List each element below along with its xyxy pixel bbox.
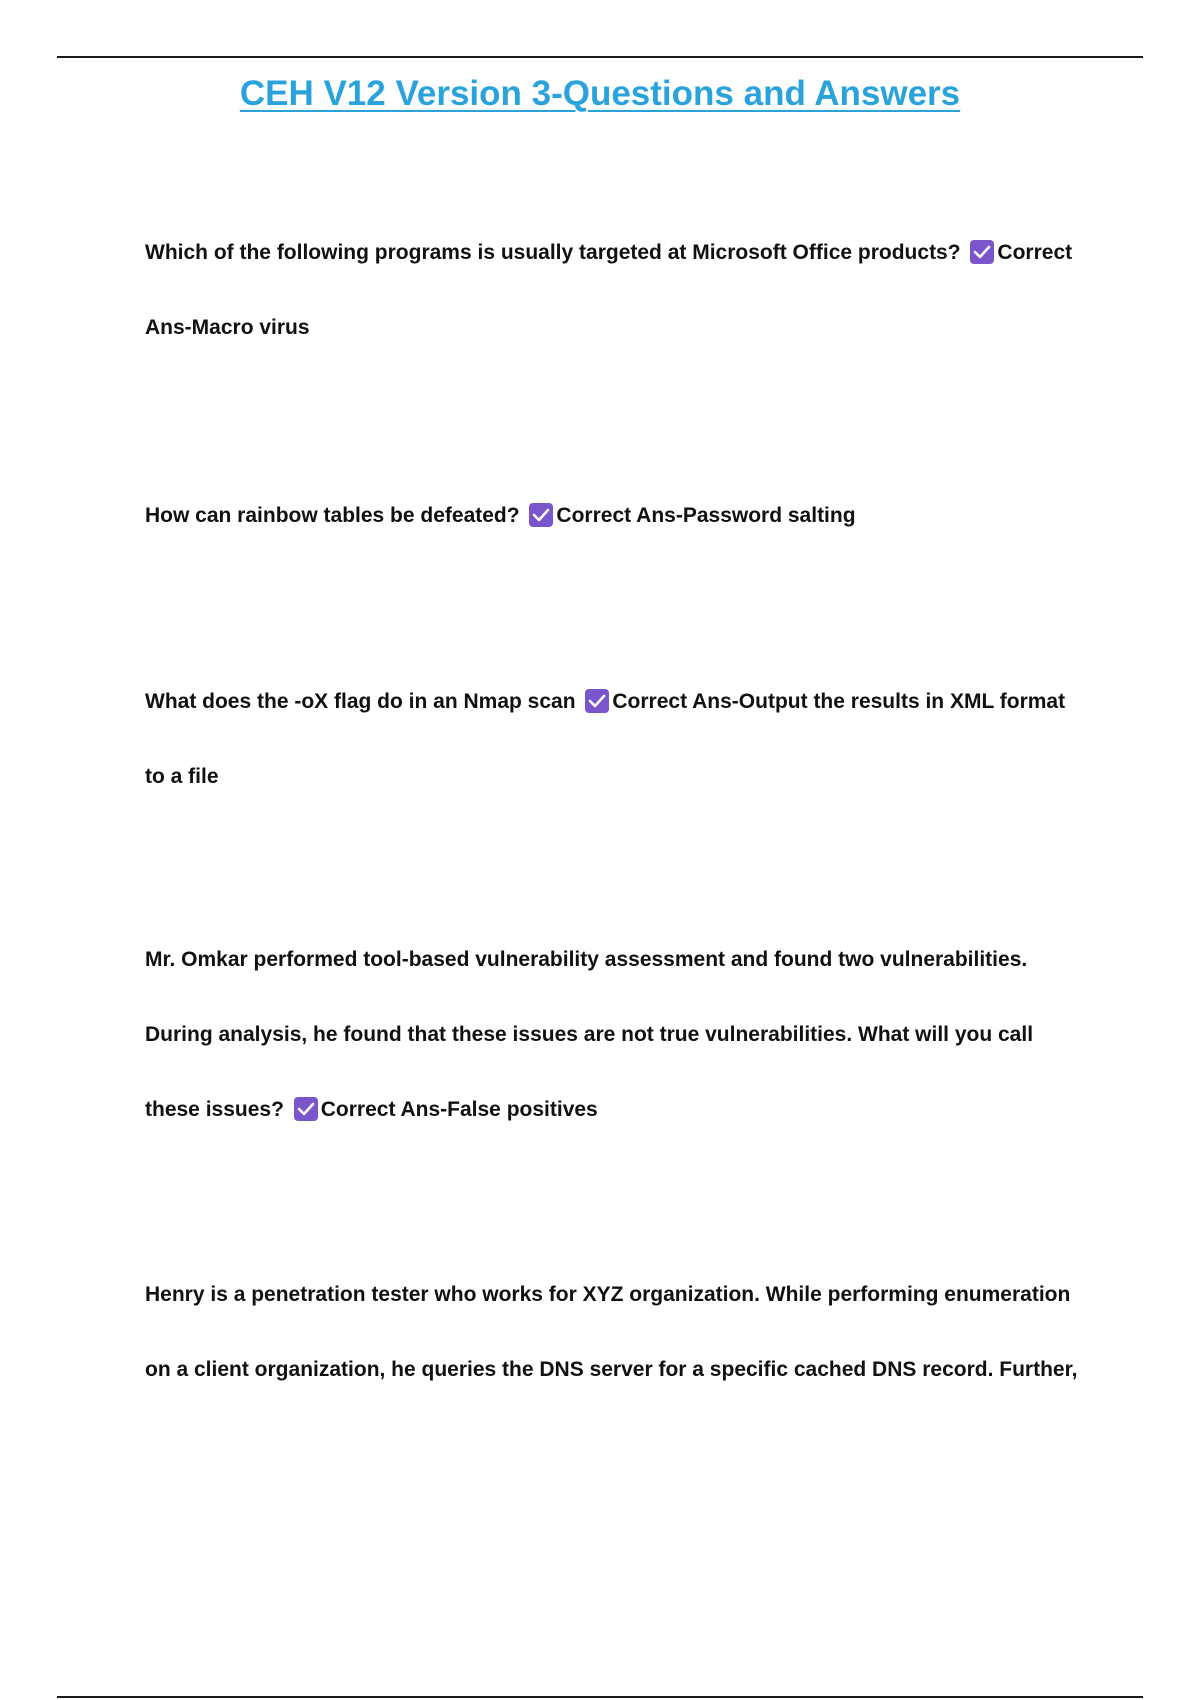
answer-text: Correct Ans-Password salting	[556, 504, 856, 527]
checkbox-checked-icon	[294, 1097, 318, 1121]
bottom-rule	[57, 1696, 1143, 1698]
qa-item	[145, 922, 1085, 1147]
question-text: Which of the following programs is usually targeted at Microsoft Office products?	[145, 241, 961, 264]
question-text: Henry is a penetration tester who works for XYZ organization. While performing enumeration on a client organization, he queries the DNS server for a specific cached DNS record. Further,	[145, 1283, 1078, 1381]
checkbox-checked-icon	[529, 503, 553, 527]
answer-text: Correct Ans-False positives	[320, 1098, 598, 1121]
document-title: CEH V12 Version 3-Questions and Answers	[239, 74, 961, 113]
qa-item	[145, 215, 1085, 365]
answer-text: Correct Ans-Output the results in XML format to a file	[145, 690, 1066, 788]
qa-item	[145, 478, 1085, 553]
top-rule	[57, 56, 1143, 58]
qa-item	[145, 664, 1085, 814]
question-text: How can rainbow tables be defeated?	[145, 504, 520, 527]
checkbox-checked-icon	[585, 689, 609, 713]
question-text: What does the -oX flag do in an Nmap scan	[145, 690, 576, 713]
answer-text: Correct Ans-Macro virus	[145, 241, 1073, 339]
question-text: Mr. Omkar performed tool-based vulnerability assessment and found two vulnerabilities. During analysis, he found that these issues are not true vulnerabilities. What will you call these issues?	[145, 948, 1034, 1121]
qa-item	[145, 1257, 1085, 1407]
checkbox-checked-icon	[970, 240, 994, 264]
